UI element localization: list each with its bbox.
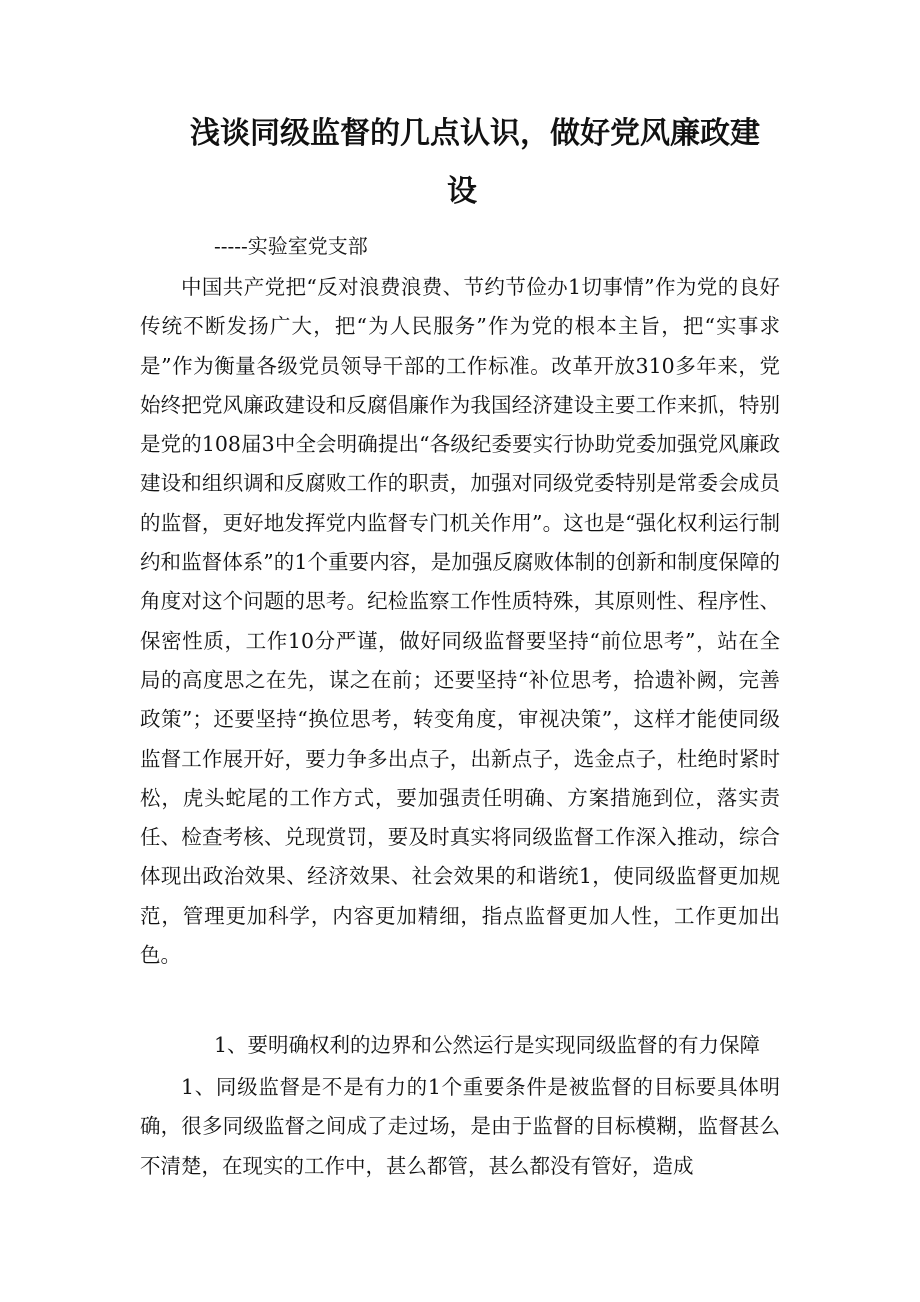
body-paragraph-2: 1、同级监督是不是有力的1个重要条件是被监督的目标要具体明确，很多同级监督之间成了走过场，是由于监督的目标模糊，监督甚么不清楚，在现实的工作中，甚么都管，甚么都没有管好，造成 — [140, 1075, 780, 1178]
document-title-line-2: 设 — [447, 174, 477, 209]
body-paragraph-1: 中国共产党把“反对浪费浪费、节约节俭办1切事情”作为党的良好传统不断发扬广大，把“为人民服务”作为党的根本主旨，把“实事求是”作为衡量各级党员领导干部的工作标准。改革开放310多年来，党始终把党风廉政建设和反腐倡廉作为我国经济建设主要工作来抓，特别是党的108届3中全会明确提出“各级纪委要实行协助党委加强党风廉政建设和组织调和反腐败工作的职责，加强对同级党委特别是常委会成员的监督，更好地发挥党内监督专门机关作用”。这也是“强化权利运行制约和监督体系”的1个重要内容，是加强反腐败体制的创新和制度保障的角度对这个问题的思考。纪检监察工作性质特殊，其原则性、程序性、保密性质，工作10分严谨，做好同级监督要坚持“前位思考”，站在全局的高度思之在先，谋之在前；还要坚持“补位思考，拾遗补阙，完善政策”；还要坚持“换位思考，转变角度，审视决策”，这样才能使同级监督工作展开好，要力争多出点子，出新点子，选金点子，杜绝时紧时松，虎头蛇尾的工作方式，要加强责任明确、方案措施到位，落实责任、检查考核、兑现赏罚，要及时真实将同级监督工作深入推动，综合体现出政治效果、经济效果、社会效果的和谐统1，使同级监督更加规范，管理更加科学，内容更加精细，指点监督更加人性，工作更加出色。 — [140, 275, 780, 968]
document-subtitle: -----实验室党支部 — [214, 234, 368, 258]
document-title-line-1: 浅谈同级监督的几点认识，做好党风廉政建 — [190, 116, 760, 151]
section-heading: 1、要明确权利的边界和公然运行是实现同级监督的有力保障 — [214, 1033, 761, 1057]
